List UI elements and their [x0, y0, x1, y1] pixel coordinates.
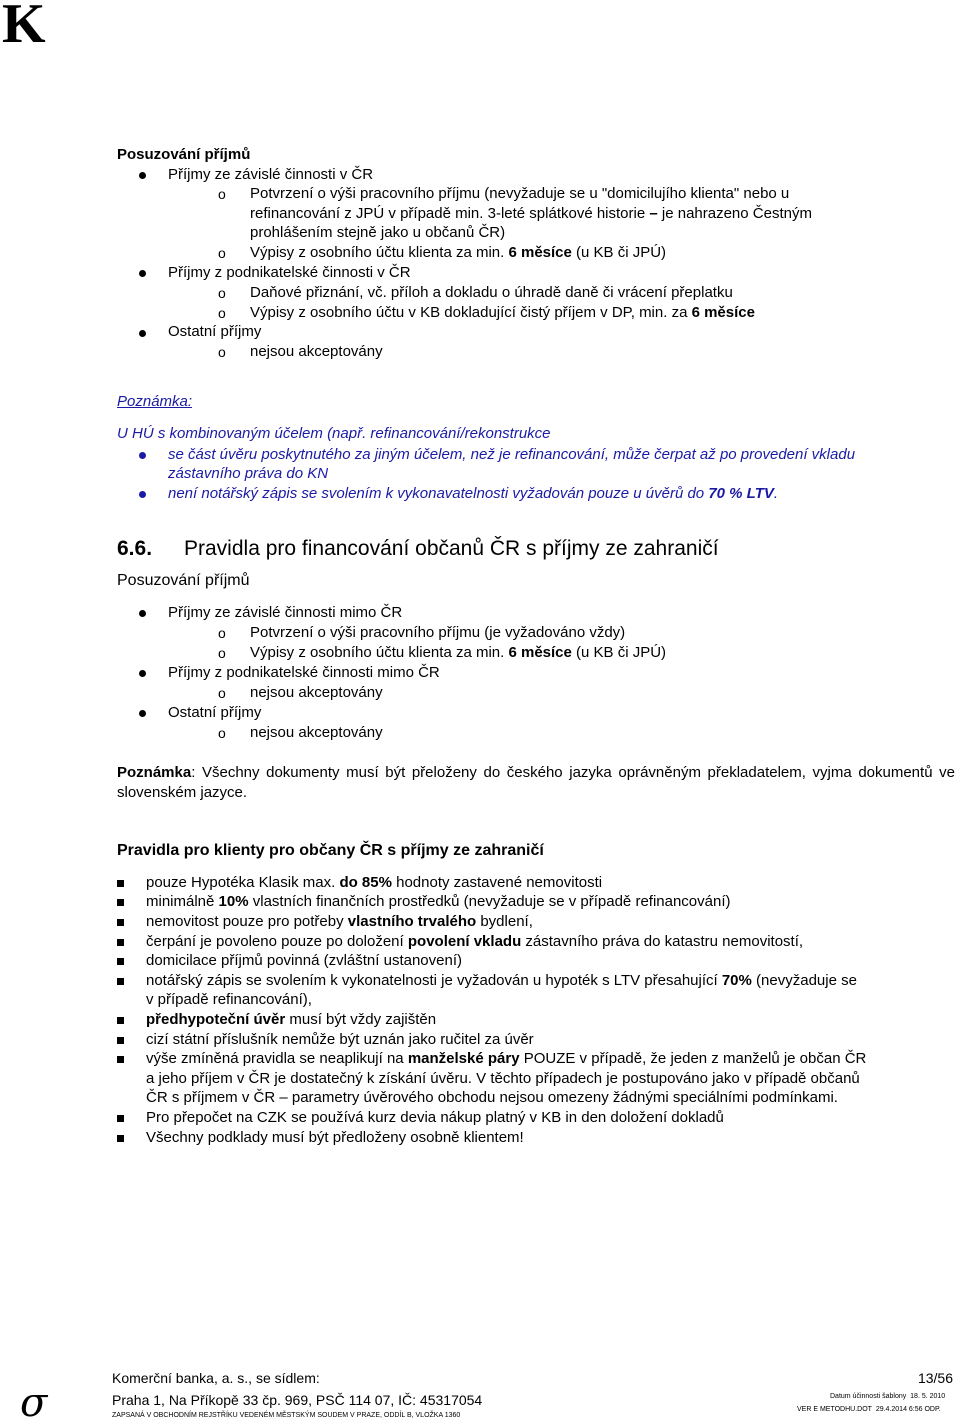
s2-sub-not-accepted: nejsou akceptovány [250, 684, 383, 701]
s2-sub-other-not-accepted: nejsou akceptovány [250, 724, 383, 741]
square-bullet-icon [117, 1056, 124, 1063]
section3-heading: Pravidla pro klienty pro občany ČR s příjmy ze zahraničí [117, 842, 544, 859]
bullet-icon [139, 270, 146, 277]
s2-item-other: Ostatní příjmy [168, 704, 262, 721]
circle-bullet-icon: o [218, 725, 226, 741]
section2-heading: Posuzování příjmů [117, 572, 250, 589]
s3-item-10: Pro přepočet na CZK se používá kurz devia nákup platný v KB in den doložení dokladů [146, 1109, 724, 1126]
square-bullet-icon [117, 1037, 124, 1044]
square-bullet-icon [117, 1115, 124, 1122]
square-bullet-icon [117, 899, 124, 906]
square-bullet-icon [117, 958, 124, 965]
s3-item-9: výše zmíněná pravidla se neaplikují na manželské páry POUZE v případě, že jeden z manželů je občan ČR [146, 1050, 867, 1067]
s2-item-business: Příjmy z podnikatelské činnosti mimo ČR [168, 664, 440, 681]
s1-item-business: Příjmy z podnikatelské činnosti v ČR [168, 264, 411, 281]
footer-logo: σ [20, 1380, 48, 1426]
s3-item-8: cizí státní příslušník nemůže být uznán jako ručitel za úvěr [146, 1031, 534, 1048]
s2-sub-statements: Výpisy z osobního účtu klienta za min. 6 měsíce (u KB či JPÚ) [250, 644, 667, 661]
s3-item-3: nemovitost pouze pro potřeby vlastního trvalého bydlení, [146, 913, 533, 930]
note-item-notary: není notářský zápis se svolením k vykonavatelnosti vyžadován pouze u úvěrů do 70 % LTV. [168, 485, 779, 502]
circle-bullet-icon: o [218, 625, 226, 641]
s1-sub-statements: Výpisy z osobního účtu klienta za min. 6 měsíce (u KB či JPÚ) [250, 244, 667, 261]
bullet-icon [139, 452, 146, 459]
section2-note: Poznámka: Všechny dokumenty musí být přeloženy do českého jazyka oprávněným překladatelem, vyjma dokumentů ve slovenském jazyce. [117, 764, 955, 801]
note-item-drawing-l2: zástavního práva do KN [168, 465, 329, 482]
note-title: Poznámka: [117, 393, 193, 410]
s3-item-4: čerpání je povoleno pouze po doložení povolení vkladu zástavního práva do katastru nemovitostí, [146, 933, 804, 950]
s1-sub-not-accepted: nejsou akceptovány [250, 343, 383, 360]
bank-logo: K [2, 0, 44, 55]
bullet-icon [139, 670, 146, 677]
footer-template: Datum účinnosti šablony 18. 5. 2010 [830, 1393, 946, 1400]
s2-sub-income-confirmation: Potvrzení o výši pracovního příjmu (je vyžadováno vždy) [250, 624, 626, 641]
s1-sub-income-confirmation-l3: prohlášením stejně jako u občanů ČR) [250, 224, 506, 241]
circle-bullet-icon: o [218, 344, 226, 360]
bullet-icon [139, 610, 146, 617]
circle-bullet-icon: o [218, 305, 226, 321]
section2-title: Pravidla pro financování občanů ČR s příjmy ze zahraničí [184, 537, 719, 560]
s3-item-2: minimálně 10% vlastních finančních prostředků (nevyžaduje se v případě refinancování) [146, 893, 731, 910]
footer-register: ZAPSANÁ V OBCHODNÍM REJSTŘÍKU VEDENÉM MĚSTSKÝM SOUDEM V PRAZE, ODDÍL B, VLOŽKA 1360 [112, 1412, 461, 1419]
circle-bullet-icon: o [218, 186, 226, 202]
s3-item-9-l3: ČR s příjmem v ČR – parametry úvěrového obchodu nejsou omezeny žádnými speciálními podmínkami. [146, 1089, 838, 1106]
s3-item-6: notářský zápis se svolením k vykonatelnosti je vyžadován u hypoték s LTV přesahující 70% (nevyžaduje se [146, 972, 857, 989]
bullet-icon [139, 710, 146, 717]
s3-item-7: předhypoteční úvěr musí být vždy zajištěn [146, 1011, 437, 1028]
s1-item-employment: Příjmy ze závislé činnosti v ČR [168, 166, 374, 183]
bullet-icon [139, 491, 146, 498]
s1-item-other: Ostatní příjmy [168, 323, 262, 340]
square-bullet-icon [117, 880, 124, 887]
s1-sub-tax-return: Daňové přiznání, vč. příloh a dokladu o úhradě daně či vrácení přeplatku [250, 284, 733, 301]
s1-sub-income-confirmation-l2: refinancování z JPÚ v případě min. 3-leté splátkové historie – je nahrazeno Čestným [250, 205, 812, 222]
circle-bullet-icon: o [218, 285, 226, 301]
s3-item-5: domicilace příjmů povinná (zvláštní ustanovení) [146, 952, 462, 969]
circle-bullet-icon: o [218, 685, 226, 701]
note-item-drawing: se část úvěru poskytnutého za jiným účelem, než je refinancování, může čerpat až po provedení vkladu [168, 446, 856, 463]
circle-bullet-icon: o [218, 645, 226, 661]
square-bullet-icon [117, 1017, 124, 1024]
footer-version: VER E METODHU.DOT 29.4.2014 6:56 ODP. [797, 1406, 941, 1413]
square-bullet-icon [117, 939, 124, 946]
footer-address: Praha 1, Na Příkopě 33 čp. 969, PSČ 114 07, IČ: 45317054 [112, 1392, 483, 1408]
bullet-icon [139, 330, 146, 337]
bullet-icon [139, 172, 146, 179]
s3-item-11: Všechny podklady musí být předloženy osobně klientem! [146, 1129, 524, 1146]
section2-number: 6.6. [117, 537, 153, 560]
circle-bullet-icon: o [218, 245, 226, 261]
square-bullet-icon [117, 1135, 124, 1142]
s1-sub-income-confirmation: Potvrzení o výši pracovního příjmu (nevyžaduje se u "domicilujího klienta" nebo u [250, 185, 790, 202]
s3-item-1: pouze Hypotéka Klasik max. do 85% hodnoty zastavené nemovitosti [146, 874, 603, 891]
s3-item-6-l2: v případě refinancování), [146, 991, 312, 1008]
s3-item-9-l2: a jeho příjem v ČR je dostatečný k získání úvěru. V těchto případech je postupováno jako v případě občanů [146, 1070, 860, 1087]
page-number: 13/56 [917, 1370, 953, 1386]
s2-item-employment: Příjmy ze závislé činnosti mimo ČR [168, 604, 403, 621]
square-bullet-icon [117, 919, 124, 926]
s1-sub-business-statements: Výpisy z osobního účtu v KB dokladující čistý příjem v DP, min. za 6 měsíce [250, 304, 755, 321]
square-bullet-icon [117, 978, 124, 985]
section1-heading: Posuzování příjmů [117, 146, 251, 163]
footer-company: Komerční banka, a. s., se sídlem: [112, 1370, 320, 1386]
note-line: U HÚ s kombinovaným účelem (např. refinancování/rekonstrukce [117, 425, 551, 442]
